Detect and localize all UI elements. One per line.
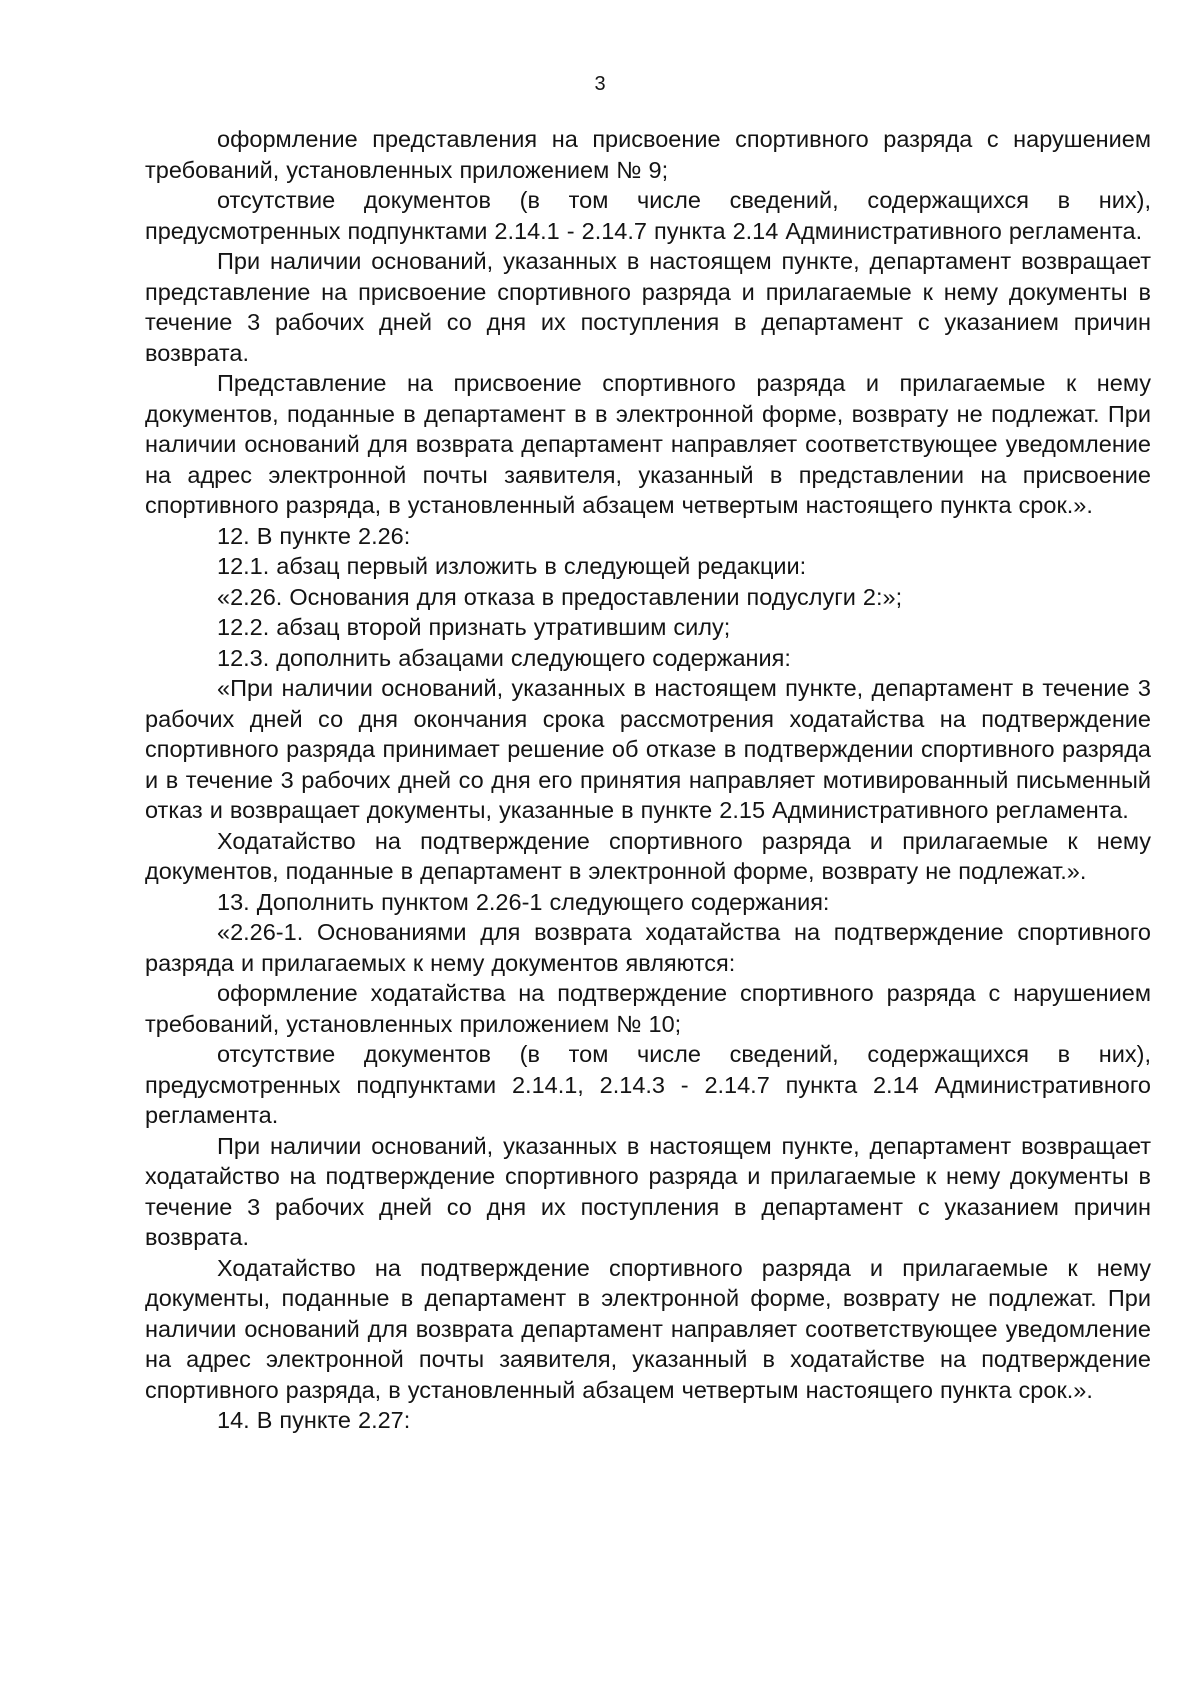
paragraph: 14. В пункте 2.27: [217,1407,411,1433]
paragraph: 13. Дополнить пунктом 2.26-1 следующего содержания: [217,888,830,915]
paragraph: 12. В пункте 2.26: [217,522,411,549]
paragraph: оформление представления на присвоение спортивного разряда с нарушением требований, установленных приложением № 9; [145,126,1151,183]
paragraph: «2.26-1. Основаниями для возврата ходатайства на подтверждение спортивного разряда и прилагаемых к нему документов являются: [145,919,1151,976]
paragraph: Представление на присвоение спортивного разряда и прилагаемые к нему документов, поданные в департамент в в электронной форме, возврату не подлежат. При наличии оснований для возврата департамент направляет соответствующее уведомление на адрес электронной почты заявителя, указанный в представлении на присвоение спортивного разряда, в установленный абзацем четвертым настоящего пункта срок.». [145,370,1151,518]
page-number: 3 [594,73,606,95]
paragraph: Ходатайство на подтверждение спортивного разряда и прилагаемые к нему документы, поданные в департамент в электронной форме, возврату не подлежат. При наличии оснований для возврата департамент направляет соответствующее уведомление на адрес электронной почты заявителя, указанный в ходатайстве на подтверждение спортивного разряда, в установленный абзацем четвертым настоящего пункта срок.». [145,1254,1151,1403]
paragraph: 12.3. дополнить абзацами следующего содержания: [217,644,791,671]
paragraph: 12.1. абзац первый изложить в следующей редакции: [217,553,807,579]
paragraph: При наличии оснований, указанных в настоящем пункте, департамент возвращает ходатайство на подтверждение спортивного разряда и прилагаемые к нему документы в течение 3 рабочих дней со дня их поступления в департамент с указанием причин возврата. [145,1132,1151,1250]
paragraph: отсутствие документов (в том числе сведений, содержащихся в них), предусмотренных подпунктами 2.14.1, 2.14.3 - 2.14.7 пункта 2.14 Административного регламента. [145,1041,1151,1128]
paragraph: Ходатайство на подтверждение спортивного разряда и прилагаемые к нему документов, поданные в департамент в электронной форме, возврату не подлежат.». [145,827,1151,884]
document-body [145,124,1151,1436]
paragraph: отсутствие документов (в том числе сведений, содержащихся в них), предусмотренных подпунктами 2.14.1 - 2.14.7 пункта 2.14 Административного регламента. [145,187,1151,244]
paragraph: «При наличии оснований, указанных в настоящем пункте, департамент в течение 3 рабочих дней со дня окончания срока рассмотрения ходатайства на подтверждение спортивного разряда принимает решение об отказе в подтверждении спортивного разряда и в течение 3 рабочих дней со дня его принятия направляет мотивированный письменный отказ и возвращает документы, указанные в пункте 2.15 Административного регламента. [145,675,1151,823]
paragraph: 12.2. абзац второй признать утратившим силу; [217,614,731,640]
paragraph: При наличии оснований, указанных в настоящем пункте, департамент возвращает представление на присвоение спортивного разряда и прилагаемые к нему документы в течение 3 рабочих дней со дня их поступления в департамент с указанием причин возврата. [145,248,1151,366]
paragraph: оформление ходатайства на подтверждение спортивного разряда с нарушением требований, установленных приложением № 10; [145,980,1151,1037]
paragraph: «2.26. Основания для отказа в предоставлении подуслуги 2:»; [217,583,903,610]
